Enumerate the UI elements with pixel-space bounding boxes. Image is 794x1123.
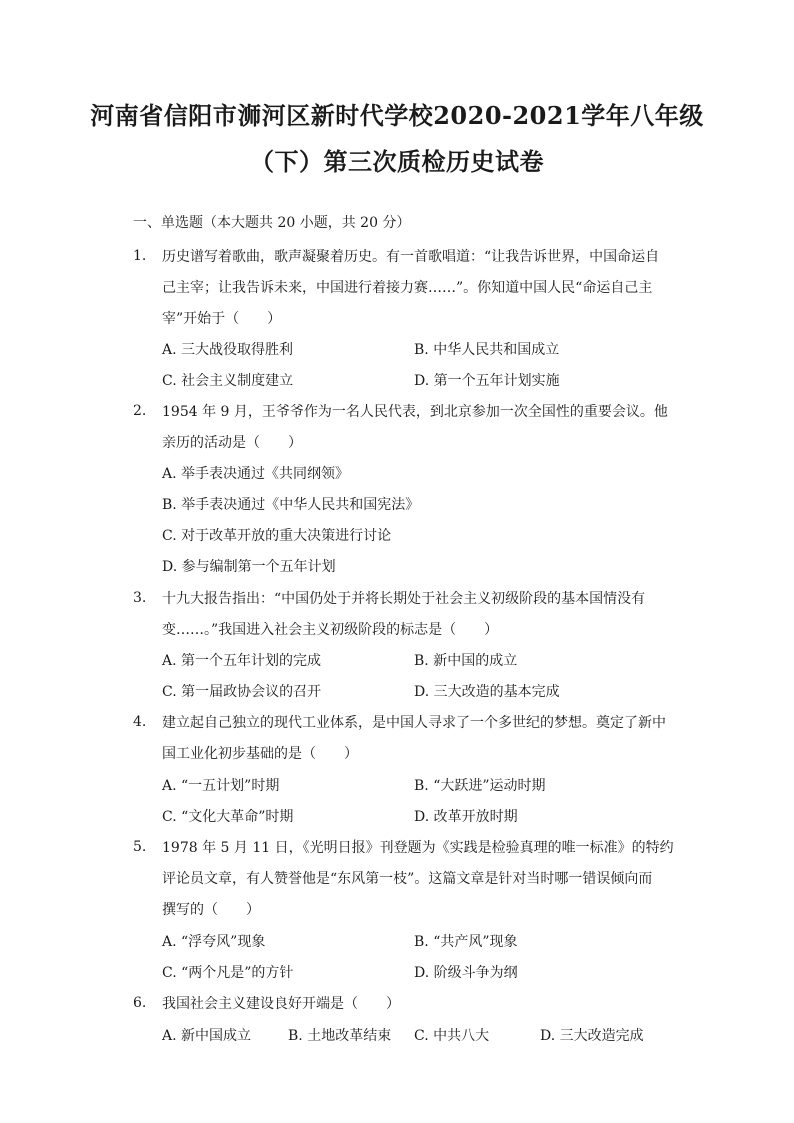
- question-2-option-c: C. 对于改革开放的重大决策进行讨论: [162, 528, 392, 544]
- question-1-option-b: B. 中华人民共和国成立: [414, 342, 560, 358]
- question-5-option-d: D. 阶级斗争为纲: [414, 965, 518, 981]
- question-5-line-3: 撰写的（ ）: [162, 902, 260, 918]
- question-3-line-1: 十九大报告指出：“中国仍处于并将长期处于社会主义初级阶段的基本国情没有: [162, 591, 646, 607]
- question-6-option-a: A. 新中国成立: [162, 1028, 252, 1044]
- question-5-line-1: 1978 年 5 月 11 日，《光明日报》刊登题为《实践是检验真理的唯一标准》的特约: [162, 840, 674, 856]
- question-4-line-2: 国工业化初步基础的是（ ）: [162, 746, 358, 762]
- question-3-option-b: B. 新中国的成立: [414, 653, 518, 669]
- exam-title-line-2: （下）第三次质检历史试卷: [250, 147, 544, 176]
- question-2-option-b: B. 举手表决通过《中华人民共和国宪法》: [162, 497, 420, 513]
- question-6-option-d: D. 三大改造完成: [540, 1028, 644, 1044]
- question-5-option-c: C. “两个凡是”的方针: [162, 965, 294, 981]
- question-1-option-d: D. 第一个五年计划实施: [414, 373, 560, 389]
- question-6-option-b: B. 土地改革结束: [288, 1028, 392, 1044]
- question-4-number: 4.: [133, 714, 147, 730]
- question-2-line-2: 亲历的活动是（ ）: [162, 435, 302, 451]
- question-6-number: 6.: [133, 995, 147, 1011]
- question-3-option-c: C. 第一届政协会议的召开: [162, 684, 322, 700]
- question-6-option-c: C. 中共八大: [414, 1028, 490, 1044]
- question-1-line-2: 己主宰；让我告诉未来，中国进行着接力赛……”。你知道中国人民“命运自己主: [162, 280, 653, 296]
- section-heading: 一、单选题（本大题共 20 小题，共 20 分）: [133, 215, 411, 231]
- question-1-line-3: 宰”开始于（ ）: [162, 311, 282, 327]
- question-5-option-b: B. “共产风”现象: [414, 934, 518, 950]
- question-3-line-2: 变……。”我国进入社会主义初级阶段的标志是（ ）: [162, 622, 499, 638]
- question-5-option-a: A. “浮夸风”现象: [162, 934, 266, 950]
- question-3-option-d: D. 三大改造的基本完成: [414, 684, 560, 700]
- question-5-line-2: 评论员文章，有人赞誉他是“东风第一枝”。这篇文章是针对当时哪一错误倾向而: [162, 871, 653, 887]
- question-2-number: 2.: [133, 403, 147, 419]
- exam-title-line-1: 河南省信阳市浉河区新时代学校2020-2021学年八年级: [90, 101, 704, 130]
- question-4-option-b: B. “大跃进”运动时期: [414, 778, 546, 794]
- question-6-line-1: 我国社会主义建设良好开端是（ ）: [162, 996, 400, 1012]
- question-3-number: 3.: [133, 590, 147, 606]
- question-4-option-c: C. “文化大革命”时期: [162, 809, 294, 825]
- question-4-option-a: A. “一五计划”时期: [162, 778, 280, 794]
- question-1-number: 1.: [133, 248, 147, 264]
- question-4-line-1: 建立起自己独立的现代工业体系，是中国人寻求了一个多世纪的梦想。奠定了新中: [162, 715, 666, 731]
- question-3-option-a: A. 第一个五年计划的完成: [162, 653, 322, 669]
- question-4-option-d: D. 改革开放时期: [414, 809, 518, 825]
- question-5-number: 5.: [133, 839, 147, 855]
- question-2-option-a: A. 举手表决通过《共同纲领》: [162, 466, 350, 482]
- question-2-option-d: D. 参与编制第一个五年计划: [162, 559, 336, 575]
- question-1-option-c: C. 社会主义制度建立: [162, 373, 294, 389]
- question-1-line-1: 历史谱写着歌曲，歌声凝聚着历史。有一首歌唱道：“让我告诉世界，中国命运自: [162, 249, 660, 265]
- question-2-line-1: 1954 年 9 月，王爷爷作为一名人民代表，到北京参加一次全国性的重要会议。他: [162, 404, 668, 420]
- question-1-option-a: A. 三大战役取得胜利: [162, 342, 294, 358]
